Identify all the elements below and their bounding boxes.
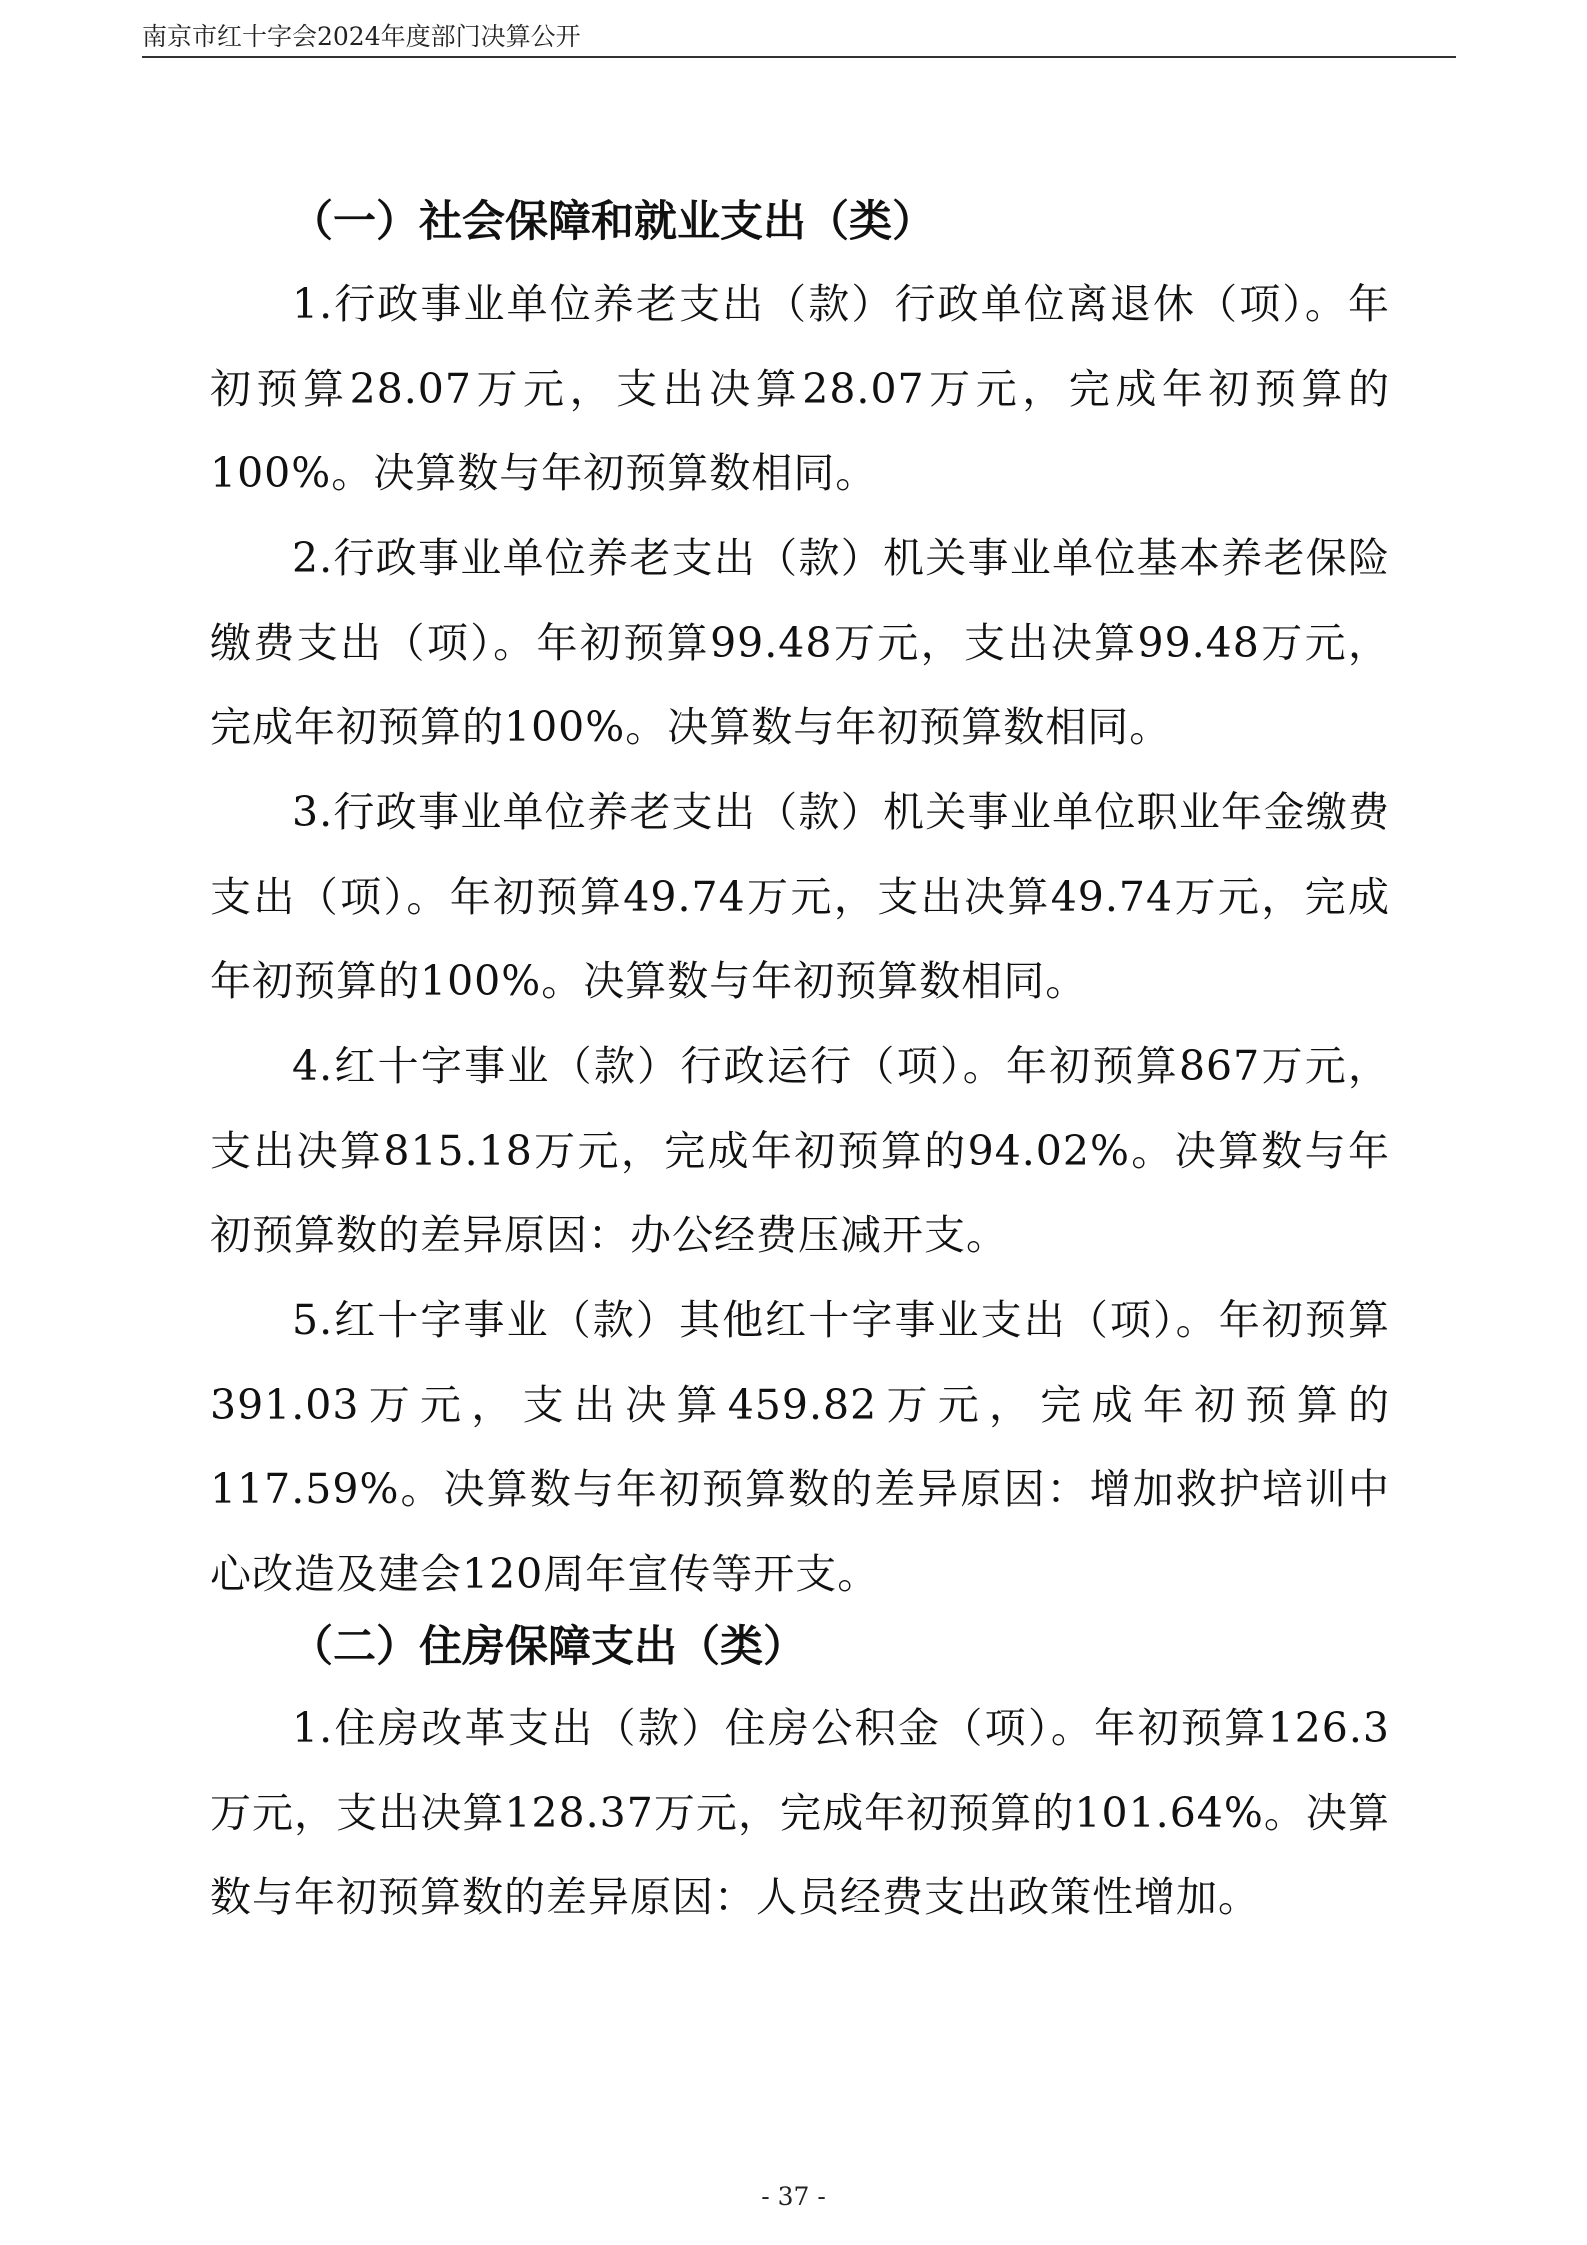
paragraph-item-3: 3.行政事业单位养老支出（款）机关事业单位职业年金缴费支出（项）。年初预算49.74万元，支出决算49.74万元，完成年初预算的100%。决算数与年初预算数相同。 bbox=[210, 788, 1390, 1006]
page-number: - 37 - bbox=[761, 2182, 826, 2211]
paragraph-item-4: 4.红十字事业（款）行政运行（项）。年初预算867万元，支出决算815.18万元，完成年初预算的94.02%。决算数与年初预算数的差异原因：办公经费压减开支。 bbox=[210, 1042, 1390, 1260]
header-rule bbox=[142, 56, 1456, 58]
section-heading-social-security: （一）社会保障和就业支出（类） bbox=[290, 197, 935, 247]
section-heading-housing: （二）住房保障支出（类） bbox=[290, 1622, 806, 1672]
paragraph-item-1: 1.行政事业单位养老支出（款）行政单位离退休（项）。年初预算28.07万元，支出决算28.07万元，完成年初预算的100%。决算数与年初预算数相同。 bbox=[210, 280, 1390, 498]
paragraph-item-5: 5.红十字事业（款）其他红十字事业支出（项）。年初预算391.03万元，支出决算459.82万元，完成年初预算的117.59%。决算数与年初预算数的差异原因：增加救护培训中心改造及建会120周年宣传等开支。 bbox=[210, 1296, 1390, 1599]
paragraph-item-2: 2.行政事业单位养老支出（款）机关事业单位基本养老保险缴费支出（项）。年初预算99.48万元，支出决算99.48万元，完成年初预算的100%。决算数与年初预算数相同。 bbox=[210, 534, 1390, 752]
running-header: 南京市红十字会2024年度部门决算公开 bbox=[142, 22, 581, 51]
paragraph-housing-item-1: 1.住房改革支出（款）住房公积金（项）。年初预算126.3万元，支出决算128.37万元，完成年初预算的101.64%。决算数与年初预算数的差异原因：人员经费支出政策性增加。 bbox=[210, 1704, 1390, 1922]
